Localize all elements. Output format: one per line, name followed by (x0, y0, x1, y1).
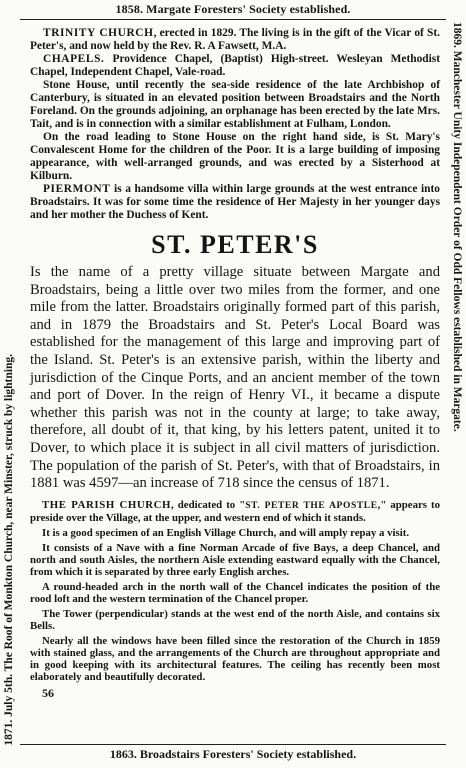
page-body (30, 27, 440, 701)
left-margin-note: 1871. July 5th. The Roof of Monkton Church, near Minster, struck by lightning. (3, 354, 15, 746)
trinity-church-paragraph (30, 27, 440, 53)
header-rule (20, 19, 446, 20)
windows-paragraph: Nearly all the windows have been filled since the restoration of the Church in 1859 with stained glass, and the arrangements of the Church are throughout appropriate and in good keeping with its architectural features. The ceiling has recently been most elaborately and beautifully decorated. (30, 634, 440, 683)
nave-paragraph: It consists of a Nave with a fine Norman Arcade of five Bays, a deep Chancel, and north and south Aisles, the northern Aisle extending eastward equally with the Chancel, from which it is separated by three early English arches. (30, 541, 440, 578)
st-peters-paragraph: Is the name of a pretty village situate between Margate and Broadstairs, being a little over two miles from the former, and one mile from the latter. Broadstairs originally formed part of this parish, and in 1879 the Broadstairs and St. Peter's Local Board was established for the management of this large and improving part of the Island. St. Peter's is an extensive parish, within the liberty and jurisdiction of the Cinque Ports, and an ancient member of the town and port of Dover. In the reign of Henry VI., it became a dispute whether this parish was not in the county at large; to take away, therefore, all doubt of it, that king, by his letters patent, united it to Dover, to which place it is subject in all civil matters of jurisdiction. The population of the parish of St. Peter's, with that of Broadstairs, in 1881 was 4597—an increase of 718 since the census of 1871. (30, 264, 440, 492)
chapels-text: Providence Chapel, (Baptist) High-street. Wesleyan Methodist Chapel, Independent Chapel, Vale-road. (30, 53, 440, 78)
parish-church-section (30, 499, 440, 683)
arch-paragraph: A round-headed arch in the north wall of the Chancel indicates the position of the rood loft and the western termination of the Chancel proper. (30, 580, 440, 605)
st-peters-intro (30, 264, 440, 493)
parish-church-lead: THE PARISH CHURCH (42, 498, 172, 511)
trinity-church-text: , erected in 1829. The living is in the gift of the Vicar of St. Peter's, and now held by the Rev. R. A Fawsett, M.A. (30, 27, 440, 52)
running-footer: 1863. Broadstairs Foresters' Society established. (109, 747, 357, 761)
piermont-name: PIERMONT (43, 183, 111, 195)
parish-church-paragraph (30, 499, 440, 524)
specimen-paragraph: It is a good specimen of an English Village Church, and will amply repay a visit. (42, 526, 410, 539)
piermont-paragraph (30, 183, 440, 222)
dedicated-suffix: ," appears to preside over the Village, at the upper, and western end of which it stands. (30, 498, 440, 524)
trinity-church-name: TRINITY CHURCH (43, 27, 154, 39)
running-header: 1858. Margate Foresters' Society established. (115, 2, 351, 16)
convalescent-home-paragraph: On the road leading to Stone House on the right hand side, is St. Mary's Convalescent Home for the children of the Poor. It is a large building of imposing appearance, with well-arranged grounds, and was erected by a Sisterhood at Kilburn. (30, 131, 440, 182)
churches-section (30, 27, 440, 222)
page-number: 56 (42, 685, 54, 700)
right-margin-note: 1869. Manchester Unity Independent Order of Odd Fellows established in Margate. (451, 22, 463, 432)
tower-paragraph: The Tower (perpendicular) stands at the west end of the north Aisle, and contains six Bells. (30, 607, 440, 632)
dedication-name: ST. PETER THE APOSTLE (245, 500, 378, 511)
section-title: ST. PETER'S (151, 230, 319, 259)
footer-rule (20, 744, 446, 745)
chapels-paragraph (30, 53, 440, 79)
chapels-label: CHAPELS. (43, 53, 105, 65)
dedicated-prefix: , dedicated to " (171, 498, 246, 511)
piermont-text: is a handsome villa within large grounds at the west entrance into Broadstairs. It was for some time the residence of Her Majesty in her younger days and her mother the Duchess of Kent. (30, 183, 440, 221)
stone-house-paragraph: Stone House, until recently the sea-side residence of the late Archbishop of Canterbury, is situated in an elevated position between Broadstairs and the North Foreland. On the grounds adjoining, an orphanage has been erected by the late Mrs. Tait, and is in connection with a similar establishment at Fulham, London. (30, 79, 440, 130)
